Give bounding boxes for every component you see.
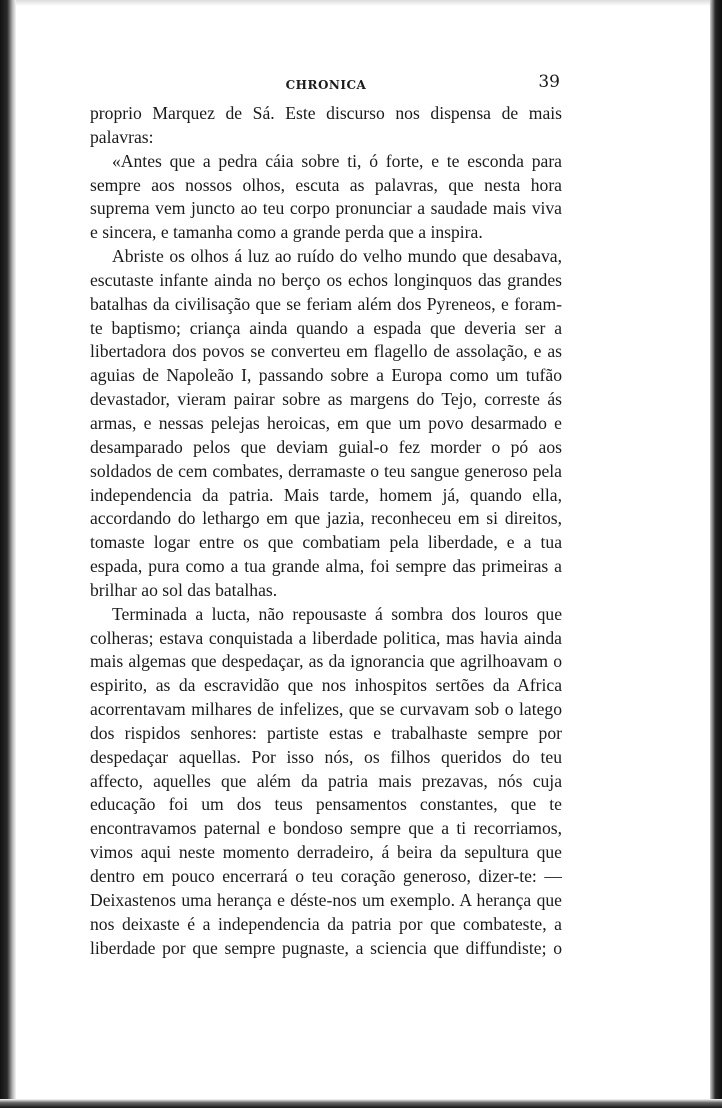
paragraph: «Antes que a pedra cáia sobre ti, ó forte, e te esconda para sempre aos nossos olhos, escuta as palavras, que nesta hora suprema vem juncto ao teu corpo pronunciar a saudade mais viva e sincera, e tamanha como a grande perda que a inspira. xyxy=(90,150,562,243)
paragraph: Abriste os olhos á luz ao ruído do velho mundo que desabava, escutaste infante ainda no berço os echos longinquos das grandes batalhas da civilisação que se feriam além dos Pyreneos, e foram-te baptismo; criança ainda quando a espada que deveria ser a libertadora dos povos se converteu em flagello de assolação, e as aguias de Napoleão I, passando sobre a Europa como um tufão devastador, vieram pairar sobre as margens do Tejo, correste ás armas, e nessas pelejas heroicas, em que um povo desarmado e desamparado pelos que deviam guial-o fez morder o pó aos soldados de cem combates, derramaste o teu sangue generoso pela independencia da patria. Mais tarde, homem já, quando ella, accordando do lethargo em que jazia, reconheceu em si direitos, tomaste logar entre os que combatiam pela liberdade, e a tua espada, pura como a tua grande alma, foi sempre das primeiras a brilhar ao sol das batalhas. xyxy=(90,246,562,600)
page-number: 39 xyxy=(538,72,560,92)
page-header xyxy=(90,72,562,102)
book-page xyxy=(90,72,562,960)
paragraph: proprio Marquez de Sá. Este discurso nos dispensa de mais palavras: xyxy=(90,103,562,147)
scan-edge-top xyxy=(0,0,722,6)
scan-edge-bottom xyxy=(0,1099,722,1108)
scan-edge-left xyxy=(0,0,16,1108)
scan-edge-right xyxy=(710,0,722,1108)
body-text xyxy=(90,102,562,960)
paragraph: Terminada a lucta, não repousaste á sombra dos louros que colheras; estava conquistada a liberdade politica, mas havia ainda mais algemas que despedaçar, as da ignorancia que agrilhoavam o espirito, as da escravidão que nos inhospitos sertões da Africa acorrentavam milhares de infelizes, que se curvavam sob o latego dos rispidos senhores: partiste estas e trabalhaste sempre por despedaçar aquellas. Por isso nós, os filhos queridos do teu affecto, aquelles que além da patria mais prezavas, nós cuja educação foi um dos teus pensamentos constantes, que te encontravamos paternal e bondoso sempre que a ti recorriamos, vimos aqui neste momento derradeiro, á beira da sepultura que dentro em pouco encerrará o teu coração generoso, dizer-te: — Deixastenos uma herança e déste-nos um exemplo. A herança que nos deixaste é a independencia da patria por que combateste, a liberdade por que sempre pugnaste, a sciencia que diffundiste; o xyxy=(90,603,562,958)
running-title: CHRONICA xyxy=(285,78,367,92)
